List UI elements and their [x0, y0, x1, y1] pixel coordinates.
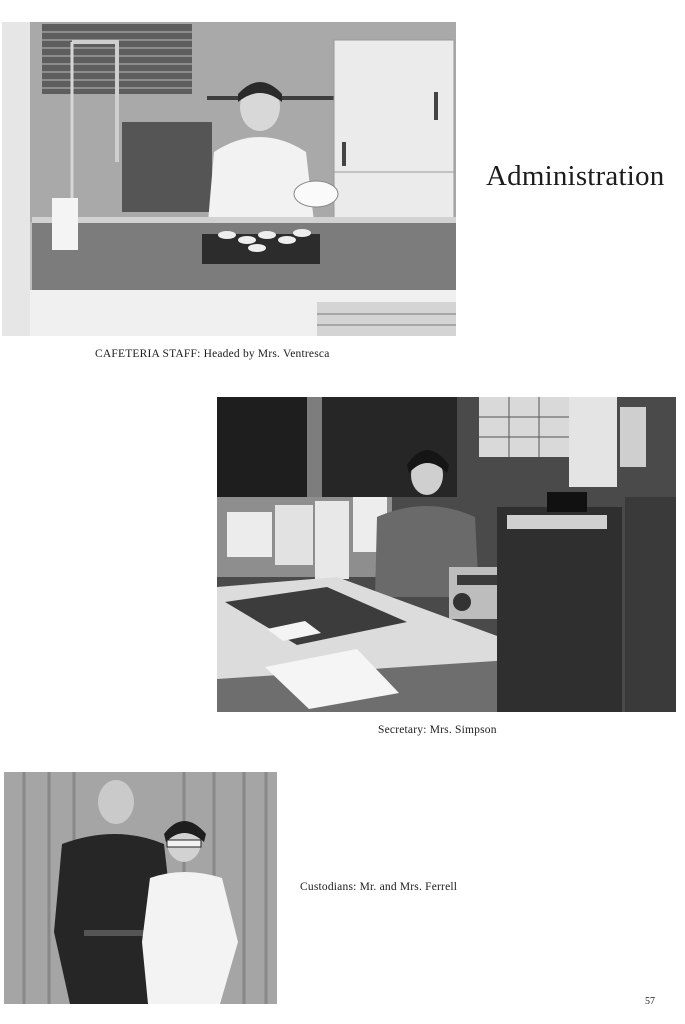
secretary-caption	[378, 724, 497, 736]
secretary-caption-text: Mrs. Simpson	[429, 724, 497, 736]
custodians-caption	[300, 881, 457, 893]
secretary-photo	[217, 397, 676, 712]
page-number: 57	[645, 996, 655, 1007]
cafeteria-caption	[95, 348, 330, 360]
custodians-photo	[4, 772, 277, 1004]
custodians-caption-text: Mr. and Mrs. Ferrell	[359, 881, 458, 893]
cafeteria-caption-text: Headed by Mrs. Ventresca	[203, 348, 330, 360]
cafeteria-staff-photo	[2, 22, 456, 336]
cafeteria-caption-label: CAFETERIA STAFF:	[95, 348, 201, 360]
page-title: Administration	[486, 160, 665, 192]
custodians-caption-label: Custodians:	[300, 881, 357, 893]
secretary-caption-label: Secretary:	[378, 724, 427, 736]
